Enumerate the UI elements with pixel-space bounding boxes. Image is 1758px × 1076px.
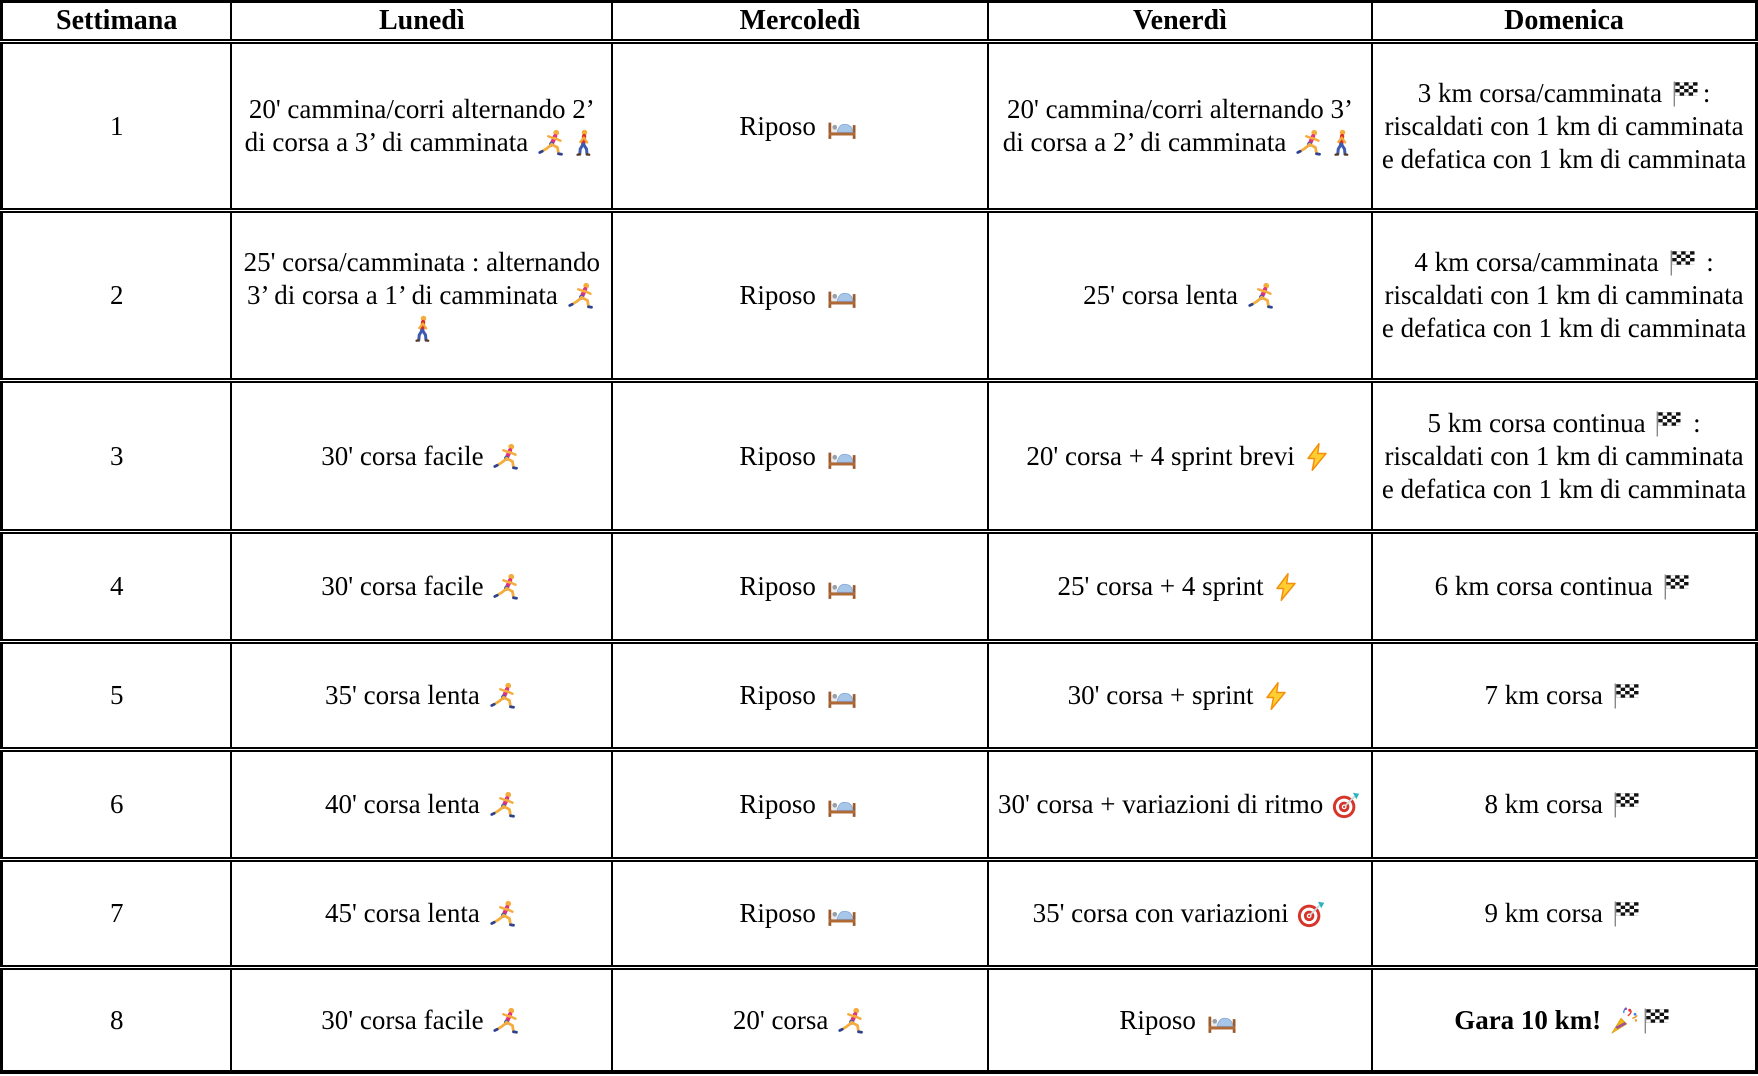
activity-cell: 35' corsa lenta bbox=[231, 641, 612, 749]
week-number-cell: 6 bbox=[2, 749, 232, 859]
checkered-flag-icon bbox=[1611, 681, 1643, 711]
activity-cell: Riposo bbox=[612, 860, 988, 968]
activity-cell: Riposo bbox=[612, 42, 988, 211]
week-number-cell: 4 bbox=[2, 531, 232, 641]
lightning-icon bbox=[1271, 572, 1301, 602]
bed-icon bbox=[824, 572, 860, 602]
activity-cell: 25' corsa lenta bbox=[988, 211, 1372, 381]
checkered-flag-icon bbox=[1611, 899, 1643, 929]
bed-icon bbox=[824, 442, 860, 472]
runner-icon bbox=[536, 128, 566, 158]
bed-icon bbox=[824, 899, 860, 929]
activity-cell: Riposo bbox=[988, 968, 1372, 1072]
runner-icon bbox=[488, 681, 518, 711]
header-row bbox=[2, 2, 1757, 42]
checkered-flag-icon bbox=[1641, 1006, 1673, 1036]
activity-cell: Riposo bbox=[612, 211, 988, 381]
dart-icon bbox=[1331, 790, 1361, 820]
column-header-lunedi: Lunedì bbox=[231, 2, 612, 42]
runner-icon bbox=[1246, 281, 1276, 311]
activity-cell: 45' corsa lenta bbox=[231, 860, 612, 968]
table-row bbox=[2, 749, 1757, 859]
activity-cell: 25' corsa/camminata : alternando 3’ di corsa a 1’ di camminata bbox=[231, 211, 612, 381]
lightning-icon bbox=[1261, 681, 1291, 711]
activity-cell: 20' cammina/corri alternando 2’ di corsa a 3’ di camminata bbox=[231, 42, 612, 211]
activity-cell: 25' corsa + 4 sprint bbox=[988, 531, 1372, 641]
week-number-cell: 1 bbox=[2, 42, 232, 211]
runner-icon bbox=[566, 281, 596, 311]
activity-cell: 35' corsa con variazioni bbox=[988, 860, 1372, 968]
walker-icon bbox=[407, 314, 437, 344]
table-row bbox=[2, 42, 1757, 211]
column-header-settimana: Settimana bbox=[2, 2, 232, 42]
party-popper-icon bbox=[1609, 1006, 1639, 1036]
activity-cell: 3 km corsa/camminata : riscaldati con 1 km di camminata e defatica con 1 km di camminata bbox=[1372, 42, 1756, 211]
activity-cell: 40' corsa lenta bbox=[231, 749, 612, 859]
bed-icon bbox=[824, 281, 860, 311]
runner-icon bbox=[836, 1006, 866, 1036]
activity-cell: 30' corsa + variazioni di ritmo bbox=[988, 749, 1372, 859]
activity-cell: 5 km corsa continua : riscaldati con 1 km di camminata e defatica con 1 km di camminata bbox=[1372, 381, 1756, 531]
activity-cell: Gara 10 km! bbox=[1372, 968, 1756, 1072]
runner-icon bbox=[491, 1006, 521, 1036]
table-row bbox=[2, 968, 1757, 1072]
checkered-flag-icon bbox=[1661, 572, 1693, 602]
activity-cell: 20' cammina/corri alternando 3’ di corsa a 2’ di camminata bbox=[988, 42, 1372, 211]
activity-cell: Riposo bbox=[612, 531, 988, 641]
table-row bbox=[2, 641, 1757, 749]
activity-cell: 20' corsa bbox=[612, 968, 988, 1072]
runner-icon bbox=[1294, 128, 1324, 158]
column-header-domenica: Domenica bbox=[1372, 2, 1756, 42]
bed-icon bbox=[1204, 1006, 1240, 1036]
schedule-body bbox=[2, 42, 1757, 1073]
week-number-cell: 7 bbox=[2, 860, 232, 968]
bed-icon bbox=[824, 790, 860, 820]
lightning-icon bbox=[1302, 442, 1332, 472]
activity-cell: Riposo bbox=[612, 749, 988, 859]
table-row bbox=[2, 531, 1757, 641]
walker-icon bbox=[568, 128, 598, 158]
runner-icon bbox=[491, 572, 521, 602]
table-row bbox=[2, 860, 1757, 968]
table-header bbox=[2, 2, 1757, 42]
checkered-flag-icon bbox=[1670, 79, 1702, 109]
checkered-flag-icon bbox=[1653, 409, 1685, 439]
runner-icon bbox=[488, 899, 518, 929]
activity-cell: 9 km corsa bbox=[1372, 860, 1756, 968]
walker-icon bbox=[1326, 128, 1356, 158]
week-number-cell: 2 bbox=[2, 211, 232, 381]
dart-icon bbox=[1296, 899, 1326, 929]
table-row bbox=[2, 211, 1757, 381]
activity-cell: Riposo bbox=[612, 381, 988, 531]
activity-cell: 6 km corsa continua bbox=[1372, 531, 1756, 641]
table-row bbox=[2, 381, 1757, 531]
week-number-cell: 5 bbox=[2, 641, 232, 749]
activity-cell: 8 km corsa bbox=[1372, 749, 1756, 859]
activity-cell: 30' corsa facile bbox=[231, 531, 612, 641]
activity-cell: 7 km corsa bbox=[1372, 641, 1756, 749]
bed-icon bbox=[824, 112, 860, 142]
activity-cell: 30' corsa facile bbox=[231, 381, 612, 531]
checkered-flag-icon bbox=[1611, 790, 1643, 820]
checkered-flag-icon bbox=[1667, 248, 1699, 278]
activity-cell: Riposo bbox=[612, 641, 988, 749]
activity-cell: 4 km corsa/camminata : riscaldati con 1 km di camminata e defatica con 1 km di camminata bbox=[1372, 211, 1756, 381]
week-number-cell: 3 bbox=[2, 381, 232, 531]
activity-cell: 20' corsa + 4 sprint brevi bbox=[988, 381, 1372, 531]
runner-icon bbox=[488, 790, 518, 820]
column-header-venerdi: Venerdì bbox=[988, 2, 1372, 42]
column-header-mercoledi: Mercoledì bbox=[612, 2, 988, 42]
activity-cell: 30' corsa facile bbox=[231, 968, 612, 1072]
week-number-cell: 8 bbox=[2, 968, 232, 1072]
bed-icon bbox=[824, 681, 860, 711]
activity-cell: 30' corsa + sprint bbox=[988, 641, 1372, 749]
runner-icon bbox=[491, 442, 521, 472]
